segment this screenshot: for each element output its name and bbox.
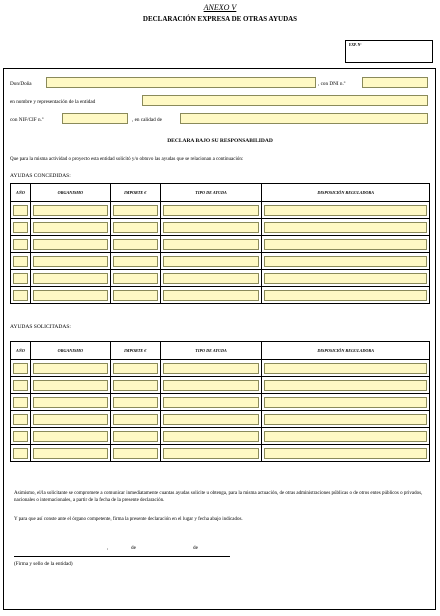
organism-cell <box>30 411 110 428</box>
organism-cell <box>30 202 110 219</box>
aid-type-field[interactable] <box>163 363 260 374</box>
regulation-cell <box>262 428 430 445</box>
organism-cell <box>30 287 110 304</box>
regulation-cell <box>262 394 430 411</box>
year-cell <box>11 377 31 394</box>
regulation-cell <box>262 219 430 236</box>
regulation-cell <box>262 411 430 428</box>
col-organism: ORGANISMO <box>30 184 110 202</box>
year-cell <box>11 270 31 287</box>
aid-type-cell <box>160 287 262 304</box>
table-row <box>11 287 430 304</box>
regulation-cell <box>262 287 430 304</box>
regulation-field[interactable] <box>264 256 427 267</box>
regulation-cell <box>262 236 430 253</box>
commitment-text: Asimismo, el/la solicitante se compromete a comunicar inmediatamente cuantas ayudas solicite u obtenga, para la misma actuación, de otras administraciones públicas o de otros entes públicos o privados, nacionales o internacionales, a partir de la fecha de la presente declaración. <box>14 491 423 503</box>
regulation-field[interactable] <box>264 290 427 301</box>
organism-field[interactable] <box>33 273 108 284</box>
amount-cell <box>110 394 160 411</box>
regulation-field[interactable] <box>264 239 427 250</box>
declaration-intro: Que para la misma actividad o proyecto esta entidad solicitó y/o obtuvo las ayudas que se relacionan a continuación: <box>10 157 244 162</box>
organism-field[interactable] <box>33 380 108 391</box>
organism-cell <box>30 360 110 377</box>
amount-cell <box>110 360 160 377</box>
year-field[interactable] <box>13 290 28 301</box>
organism-cell <box>30 377 110 394</box>
organism-cell <box>30 270 110 287</box>
regulation-field[interactable] <box>264 448 427 459</box>
regulation-cell <box>262 360 430 377</box>
amount-field[interactable] <box>113 414 158 425</box>
aid-type-cell <box>160 236 262 253</box>
amount-field[interactable] <box>113 290 158 301</box>
table-row <box>11 219 430 236</box>
aid-type-field[interactable] <box>163 222 260 233</box>
year-cell <box>11 394 31 411</box>
year-field[interactable] <box>13 448 28 459</box>
aid-type-cell <box>160 360 262 377</box>
table-row <box>11 236 430 253</box>
amount-field[interactable] <box>113 205 158 216</box>
regulation-field[interactable] <box>264 397 427 408</box>
solicitadas-table <box>10 341 430 462</box>
entity-field[interactable] <box>142 95 428 106</box>
year-field[interactable] <box>13 380 28 391</box>
aid-type-cell <box>160 253 262 270</box>
regulation-cell <box>262 445 430 462</box>
year-cell <box>11 253 31 270</box>
aid-type-cell <box>160 428 262 445</box>
aid-type-field[interactable] <box>163 256 260 267</box>
aid-type-field[interactable] <box>163 414 260 425</box>
amount-cell <box>110 287 160 304</box>
regulation-field[interactable] <box>264 414 427 425</box>
regulation-field[interactable] <box>264 431 427 442</box>
organism-field[interactable] <box>33 363 108 374</box>
organism-field[interactable] <box>33 414 108 425</box>
regulation-field[interactable] <box>264 222 427 233</box>
organism-field[interactable] <box>33 222 108 233</box>
date-comma: , <box>107 545 109 551</box>
year-cell <box>11 428 31 445</box>
aid-type-field[interactable] <box>163 205 260 216</box>
organism-field[interactable] <box>33 290 108 301</box>
regulation-field[interactable] <box>264 380 427 391</box>
year-field[interactable] <box>13 397 28 408</box>
date-de-1: de <box>131 545 136 551</box>
regulation-cell <box>262 202 430 219</box>
solicitadas-heading: AYUDAS SOLICITADAS: <box>10 324 71 330</box>
nif-label: con NIF/CIF n.º <box>10 117 44 123</box>
regulation-cell <box>262 253 430 270</box>
organism-field[interactable] <box>33 256 108 267</box>
year-field[interactable] <box>13 256 28 267</box>
year-cell <box>11 219 31 236</box>
name-field[interactable] <box>46 77 316 88</box>
amount-cell <box>110 236 160 253</box>
dni-field[interactable] <box>362 77 428 88</box>
table-row <box>11 445 430 462</box>
regulation-cell <box>262 270 430 287</box>
dni-label: , con DNI n.º <box>318 81 346 87</box>
organism-field[interactable] <box>33 397 108 408</box>
organism-cell <box>30 445 110 462</box>
amount-cell <box>110 411 160 428</box>
date-line[interactable] <box>14 556 230 557</box>
table-row <box>11 360 430 377</box>
year-field[interactable] <box>13 363 28 374</box>
organism-field[interactable] <box>33 431 108 442</box>
amount-field[interactable] <box>113 256 158 267</box>
col-year: AÑO <box>11 184 31 202</box>
signature-label: (Firma y sello de la entidad) <box>14 561 73 567</box>
aid-type-cell <box>160 270 262 287</box>
entity-label: en nombre y representación de la entidad <box>10 99 96 105</box>
aid-type-field[interactable] <box>163 448 260 459</box>
year-field[interactable] <box>13 222 28 233</box>
date-de-2: de <box>193 545 198 551</box>
form-frame <box>3 68 436 610</box>
table-row <box>11 270 430 287</box>
declaration-heading: DECLARA BAJO SU RESPONSABILIDAD <box>167 138 273 144</box>
table-row <box>11 428 430 445</box>
regulation-cell <box>262 377 430 394</box>
year-cell <box>11 411 31 428</box>
aid-type-cell <box>160 377 262 394</box>
aid-type-cell <box>160 202 262 219</box>
organism-field[interactable] <box>33 239 108 250</box>
col-regulation: DISPOSICIÓN REGULADORA <box>262 184 430 202</box>
aid-type-field[interactable] <box>163 239 260 250</box>
regulation-field[interactable] <box>264 363 427 374</box>
amount-field[interactable] <box>113 380 158 391</box>
aid-type-field[interactable] <box>163 397 260 408</box>
organism-cell <box>30 428 110 445</box>
organism-field[interactable] <box>33 205 108 216</box>
organism-cell <box>30 253 110 270</box>
table-row <box>11 394 430 411</box>
year-cell <box>11 445 31 462</box>
organism-cell <box>30 394 110 411</box>
organism-cell <box>30 219 110 236</box>
col-amount: IMPORTE € <box>110 342 160 360</box>
nif-field[interactable] <box>62 113 128 124</box>
aid-type-cell <box>160 219 262 236</box>
exp-number-box[interactable] <box>345 40 433 63</box>
amount-cell <box>110 202 160 219</box>
concedidas-table <box>10 183 430 304</box>
col-aid-type: TIPO DE AYUDA <box>160 184 262 202</box>
year-cell <box>11 236 31 253</box>
statement-text: Y para que así conste ante el órgano competente, firma la presente declaración en el lugar y fecha abajo indicados. <box>14 517 243 522</box>
amount-cell <box>110 445 160 462</box>
solicitadas-header-row <box>11 342 430 360</box>
year-cell <box>11 360 31 377</box>
annex-label: ANEXO V <box>203 3 237 12</box>
exp-number-label: EXP. Nº <box>349 43 362 47</box>
name-label: Don/Doña <box>10 81 32 87</box>
col-aid-type: TIPO DE AYUDA <box>160 342 262 360</box>
table-row <box>11 377 430 394</box>
organism-field[interactable] <box>33 448 108 459</box>
col-year: AÑO <box>11 342 31 360</box>
amount-cell <box>110 219 160 236</box>
year-field[interactable] <box>13 205 28 216</box>
amount-field[interactable] <box>113 363 158 374</box>
col-regulation: DISPOSICIÓN REGULADORA <box>262 342 430 360</box>
aid-type-cell <box>160 394 262 411</box>
amount-cell <box>110 270 160 287</box>
col-amount: IMPORTE € <box>110 184 160 202</box>
year-field[interactable] <box>13 273 28 284</box>
amount-field[interactable] <box>113 448 158 459</box>
year-field[interactable] <box>13 414 28 425</box>
aid-type-field[interactable] <box>163 380 260 391</box>
aid-type-field[interactable] <box>163 290 260 301</box>
organism-cell <box>30 236 110 253</box>
concedidas-header-row <box>11 184 430 202</box>
amount-cell <box>110 428 160 445</box>
aid-type-cell <box>160 411 262 428</box>
aid-type-cell <box>160 445 262 462</box>
concedidas-heading: AYUDAS CONCEDIDAS: <box>10 173 71 179</box>
year-field[interactable] <box>13 239 28 250</box>
year-field[interactable] <box>13 431 28 442</box>
amount-field[interactable] <box>113 222 158 233</box>
aid-type-field[interactable] <box>163 273 260 284</box>
regulation-field[interactable] <box>264 205 427 216</box>
amount-cell <box>110 253 160 270</box>
amount-cell <box>110 377 160 394</box>
amount-field[interactable] <box>113 239 158 250</box>
aid-type-field[interactable] <box>163 431 260 442</box>
role-field[interactable] <box>180 113 428 124</box>
year-cell <box>11 202 31 219</box>
document-title: DECLARACIÓN EXPRESA DE OTRAS AYUDAS <box>142 15 298 23</box>
col-organism: ORGANISMO <box>30 342 110 360</box>
amount-field[interactable] <box>113 273 158 284</box>
amount-field[interactable] <box>113 431 158 442</box>
regulation-field[interactable] <box>264 273 427 284</box>
table-row <box>11 253 430 270</box>
role-label: , en calidad de <box>132 117 162 123</box>
year-cell <box>11 287 31 304</box>
amount-field[interactable] <box>113 397 158 408</box>
table-row <box>11 411 430 428</box>
table-row <box>11 202 430 219</box>
